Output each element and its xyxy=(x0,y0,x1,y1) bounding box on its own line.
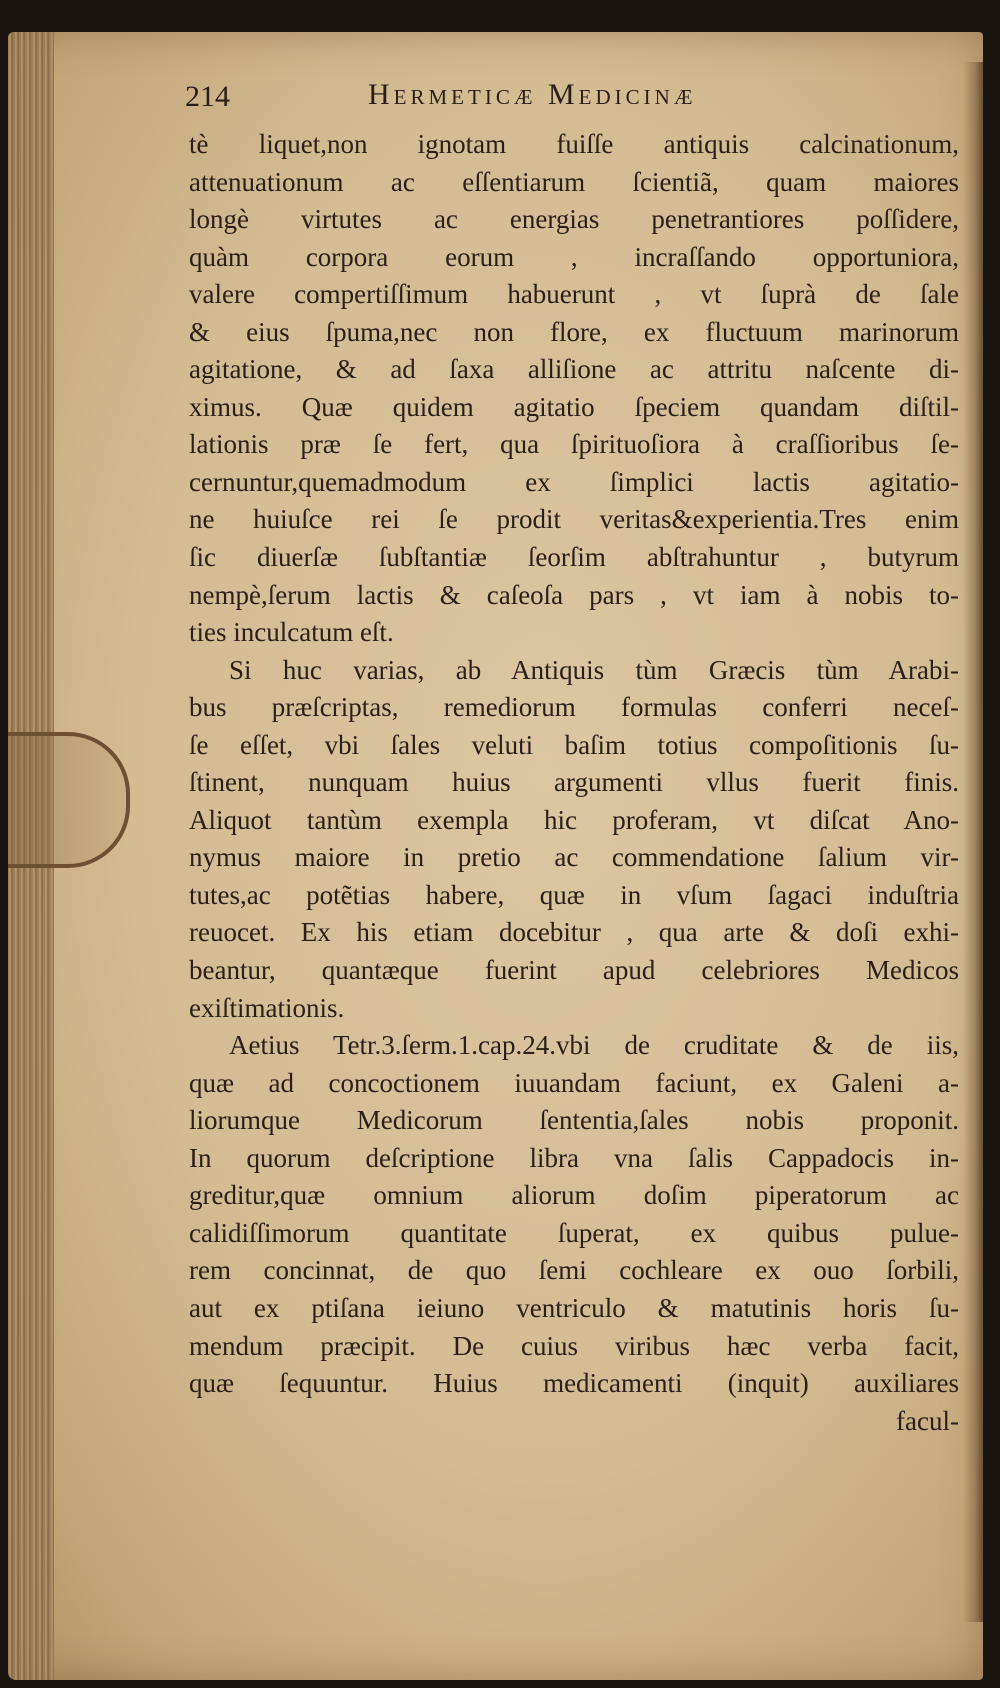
text-line: bus præſcriptas, remediorum formulas conferri neceſ- xyxy=(189,692,959,723)
text-line: & eius ſpuma,nec non flore, ex fluctuum marinorum xyxy=(189,316,959,347)
text-line: ſe eſſet, vbi ſales veluti baſim totius compoſitionis ſu- xyxy=(189,729,959,760)
text-line: tutes,ac potẽtias habere, quæ in vſum ſagaci induſtria xyxy=(189,879,959,910)
text-line: lationis præ ſe fert, qua ſpirituoſiora à craſſioribus ſe- xyxy=(189,429,959,460)
text-line: agitatione, & ad ſaxa alliſione ac attritu naſcente di- xyxy=(189,354,959,385)
text-line: longè virtutes ac energias penetrantiores poſſidere, xyxy=(189,204,959,235)
text-line: Aetius Tetr.3.ſerm.1.cap.24.vbi de cruditate & de iis, xyxy=(229,1030,959,1061)
text-line: quæ ſequuntur. Huius medicamenti (inquit) auxiliares xyxy=(189,1368,959,1399)
text-line: In quorum deſcriptione libra vna ſalis Cappadocis in- xyxy=(189,1142,959,1173)
text-line: ne huiuſce rei ſe prodit veritas&experientia.Tres enim xyxy=(189,504,959,535)
text-line: attenuationum ac eſſentiarum ſcientiã, quam maiores xyxy=(189,166,959,197)
text-line: quàm corpora eorum , incraſſando opportuniora, xyxy=(189,241,959,272)
text-line: reuocet. Ex his etiam docebitur , qua arte & doſi exhi- xyxy=(189,917,959,948)
text-line: quæ ad concoctionem iuuandam faciunt, ex Galeni a- xyxy=(189,1067,959,1098)
text-line: Si huc varias, ab Antiquis tùm Græcis tùm Arabi- xyxy=(229,654,959,685)
text-line: ſtinent, nunquam huius argumenti vllus fuerit finis. xyxy=(189,767,959,798)
text-line: aut ex ptiſana ieiuno ventriculo & matutinis horis ſu- xyxy=(189,1292,959,1323)
page-number: 214 xyxy=(185,80,230,113)
body-text xyxy=(189,126,959,1440)
text-line: rem concinnat, de quo ſemi cochleare ex ouo ſorbili, xyxy=(189,1255,959,1286)
text-line: exiſtimationis. xyxy=(189,992,345,1023)
text-line: ſic diuerſæ ſubſtantiæ ſeorſim abſtrahuntur , butyrum xyxy=(189,542,959,573)
text-line: greditur,quæ omnium aliorum doſim piperatorum ac xyxy=(189,1180,959,1211)
catchword: facul- xyxy=(896,1405,959,1436)
text-line: ximus. Quæ quidem agitatio ſpeciem quandam diſtil- xyxy=(189,391,959,422)
text-line: nempè,ſerum lactis & caſeoſa pars , vt iam à nobis to- xyxy=(189,579,959,610)
text-line: ties inculcatum eſt. xyxy=(189,617,394,648)
text-line: calidiſſimorum quantitate ſuperat, ex quibus pulue- xyxy=(189,1217,959,1248)
page-header xyxy=(185,78,845,118)
text-line: liorumque Medicorum ſententia,ſales nobis proponit. xyxy=(189,1105,959,1136)
text-line: cernuntur,quemadmodum ex ſimplici lactis agitatio- xyxy=(189,466,959,497)
text-line: valere compertiſſimum habuerunt , vt ſuprà de ſale xyxy=(189,279,959,310)
running-title: Hermeticæ Medicinæ xyxy=(368,78,697,111)
page-edge-shadow xyxy=(963,62,983,1622)
text-line: beantur, quantæque fuerint apud celebriores Medicos xyxy=(189,955,959,986)
text-line: mendum præcipit. De cuius viribus hæc verba facit, xyxy=(189,1330,959,1361)
text-line: tè liquet,non ignotam fuiſſe antiquis calcinationum, xyxy=(189,129,959,159)
text-line: Aliquot tantùm exempla hic proferam, vt diſcat Ano- xyxy=(189,804,959,835)
book-clasp xyxy=(8,732,130,868)
text-line: nymus maiore in pretio ac commendatione ſalium vir- xyxy=(189,842,959,873)
